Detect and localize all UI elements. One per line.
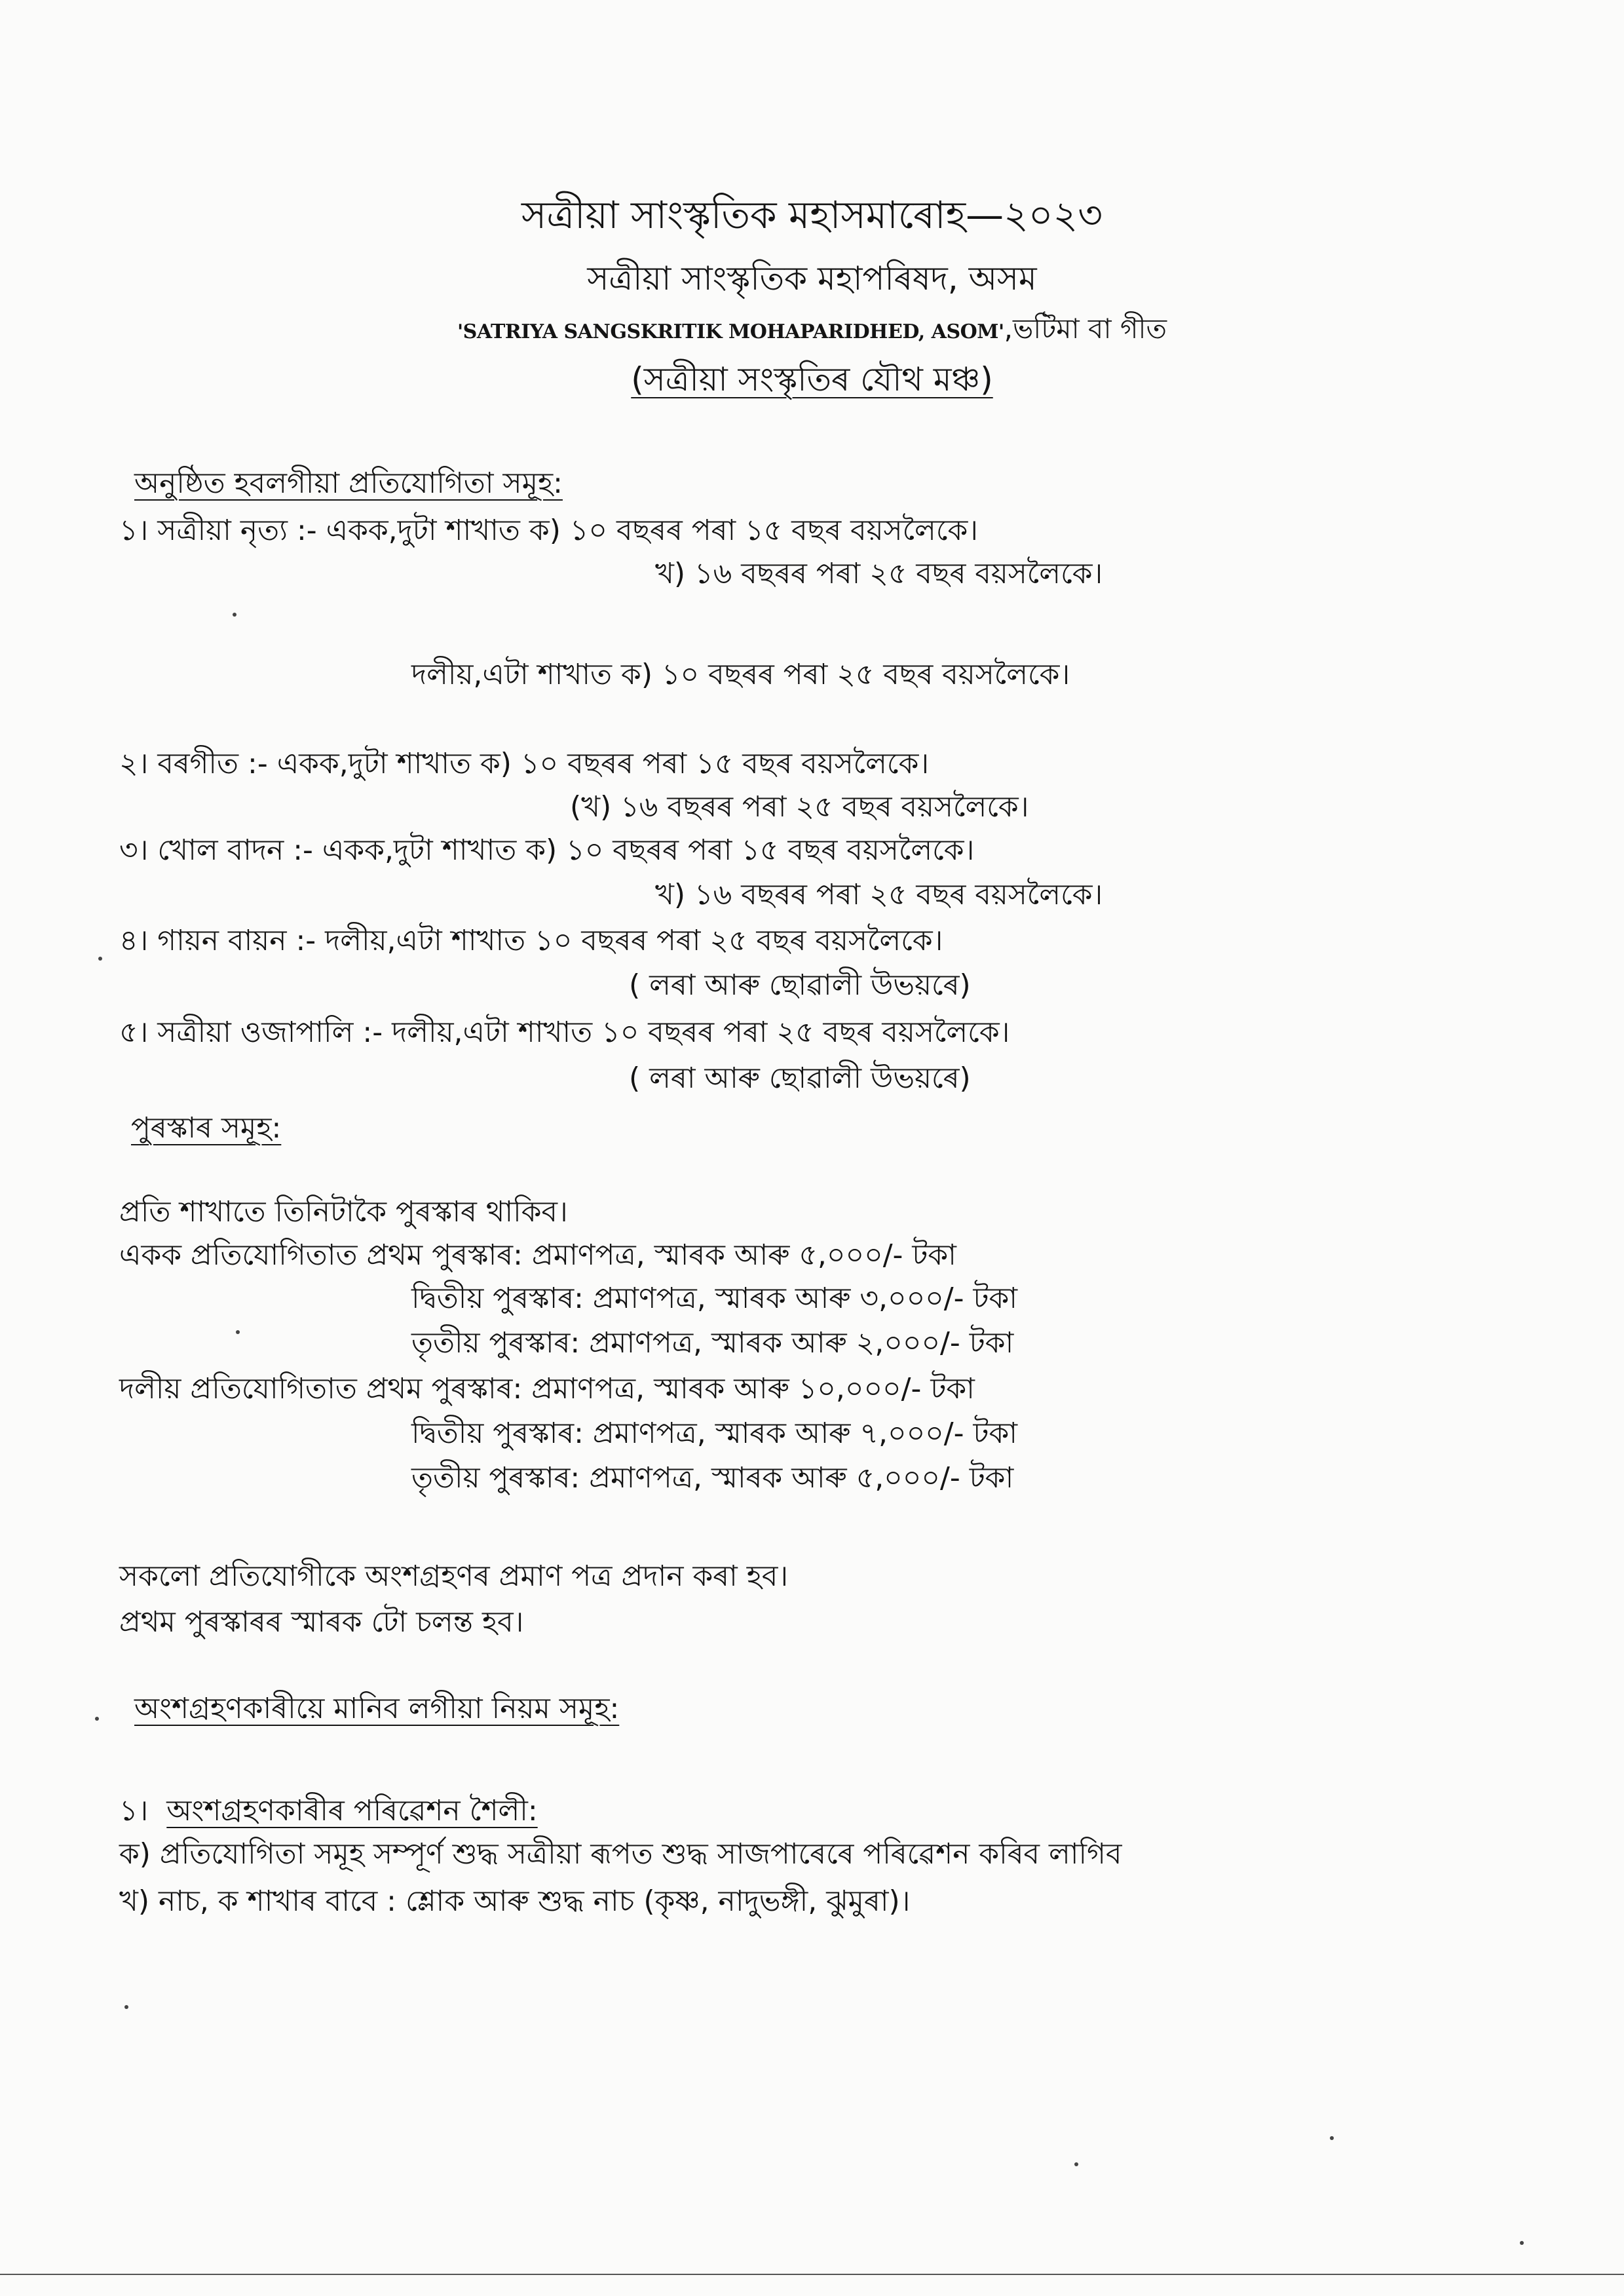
prize-line: একক প্ৰতিযোগিতাত প্ৰথম পুৰস্কাৰ: প্ৰমাণপত্ৰ, স্মাৰক আৰু ৫,০০০/- টকা [119, 1238, 956, 1272]
competition-line: ৫। সত্ৰীয়া ওজাপালি :- দলীয়,এটা শাখাত ১০ বছৰৰ পৰা ২৫ বছৰ বয়সলৈকে। [119, 1016, 1010, 1049]
scan-speck [95, 1717, 99, 1721]
competition-line: খ) ১৬ বছৰৰ পৰা ২৫ বছৰ বয়সলৈকে। [655, 878, 1103, 911]
competition-line: দলীয়,এটা শাখাত ক) ১০ বছৰৰ পৰা ২৫ বছৰ বয়সলৈকে। [411, 658, 1070, 691]
competition-line: ৩। খোল বাদন :- একক,দুটা শাখাত ক) ১০ বছৰৰ পৰা ১৫ বছৰ বয়সলৈকে। [119, 833, 975, 867]
scan-speck [98, 957, 102, 961]
rule-item-number: ১। [119, 1794, 149, 1827]
prize-note: সকলো প্ৰতিযোগীকে অংশগ্ৰহণৰ প্ৰমাণ পত্ৰ প্ৰদান কৰা হব। [119, 1559, 789, 1593]
rule-item-title: অংশগ্ৰহণকাৰীৰ পৰিৱেশন শৈলী: [166, 1794, 538, 1827]
rule-item-title-line [119, 1791, 538, 1831]
prize-line: তৃতীয় পুৰস্কাৰ: প্ৰমাণপত্ৰ, স্মাৰক আৰু ২,০০০/- টকা [411, 1326, 1014, 1360]
prizes-intro: প্ৰতি শাখাতে তিনিটাকৈ পুৰস্কাৰ থাকিব। [119, 1195, 568, 1229]
scan-speck [1074, 2162, 1078, 2166]
rules-heading: অংশগ্ৰহণকাৰীয়ে মানিব লগীয়া নিয়ম সমূহ: [134, 1692, 620, 1725]
scan-speck [124, 2005, 128, 2009]
competition-line: ৪। গায়ন বায়ন :- দলীয়,এটা শাখাত ১০ বছৰৰ পৰা ২৫ বছৰ বয়সলৈকে। [119, 924, 943, 957]
competition-line: (খ) ১৬ বছৰৰ পৰা ২৫ বছৰ বয়সলৈকে। [570, 790, 1029, 824]
english-name-suffix: ,ভটিমা বা গীত [1004, 313, 1167, 345]
scan-speck [1330, 2136, 1334, 2140]
competitions-heading: অনুষ্ঠিত হবলগীয়া প্ৰতিযোগিতা সমূহ: [134, 467, 563, 500]
scan-speck [233, 613, 236, 617]
prize-note: প্ৰথম পুৰস্কাৰৰ স্মাৰক টো চলন্ত হব। [119, 1605, 524, 1639]
competition-line: ১। সত্ৰীয়া নৃত্য :- একক,দুটা শাখাত ক) ১০ বছৰৰ পৰা ১৫ বছৰ বয়সলৈকে। [119, 514, 979, 547]
organisation-name: সত্ৰীয়া সাংস্কৃতিক মহাপৰিষদ, অসম [587, 259, 1037, 297]
prize-line: দ্বিতীয় পুৰস্কাৰ: প্ৰমাণপত্ৰ, স্মাৰক আৰু ৩,০০০/- টকা [411, 1282, 1017, 1315]
prizes-heading: পুৰস্কাৰ সমূহ: [131, 1111, 282, 1145]
document-title: সত্ৰীয়া সাংস্কৃতিক মহাসমাৰোহ—২০২৩ [521, 193, 1103, 237]
scan-speck [236, 1330, 240, 1334]
english-name: 'SATRIYA SANGSKRITIK MOHAPARIDHED, ASOM' [457, 320, 1004, 343]
prize-line: দ্বিতীয় পুৰস্কাৰ: প্ৰমাণপত্ৰ, স্মাৰক আৰু ৭,০০০/- টকা [411, 1417, 1017, 1450]
rule-line: খ) নাচ, ক শাখাৰ বাবে : শ্লোক আৰু শুদ্ধ নাচ (কৃষ্ণ, নাদুভঙ্গী, ঝুমুৰা)। [119, 1885, 911, 1918]
english-name-line [0, 309, 1624, 352]
rule-line: ক) প্ৰতিযোগিতা সমূহ সম্পূৰ্ণ শুদ্ধ সত্ৰীয়া ৰূপত শুদ্ধ সাজপাৰেৰে পৰিৱেশন কৰিব লাগিব [119, 1837, 1122, 1871]
competition-line: খ) ১৬ বছৰৰ পৰা ২৫ বছৰ বয়সলৈকে। [655, 557, 1103, 590]
scan-speck [1520, 2241, 1524, 2245]
prize-line: তৃতীয় পুৰস্কাৰ: প্ৰমাণপত্ৰ, স্মাৰক আৰু ৫,০০০/- টকা [411, 1461, 1014, 1495]
competition-line: ( লৰা আৰু ছোৱালী উভয়ৰে) [629, 968, 971, 1002]
prize-line: দলীয় প্ৰতিযোগিতাত প্ৰথম পুৰস্কাৰ: প্ৰমাণপত্ৰ, স্মাৰক আৰু ১০,০০০/- টকা [119, 1372, 975, 1406]
tagline: (সত্ৰীয়া সংস্কৃতিৰ যৌথ মঞ্চ) [631, 360, 993, 398]
scan-edge-line [0, 2274, 1624, 2275]
competition-line: ২। বৰগীত :- একক,দুটা শাখাত ক) ১০ বছৰৰ পৰা ১৫ বছৰ বয়সলৈকে। [119, 747, 930, 780]
competition-line: ( লৰা আৰু ছোৱালী উভয়ৰে) [629, 1062, 971, 1095]
